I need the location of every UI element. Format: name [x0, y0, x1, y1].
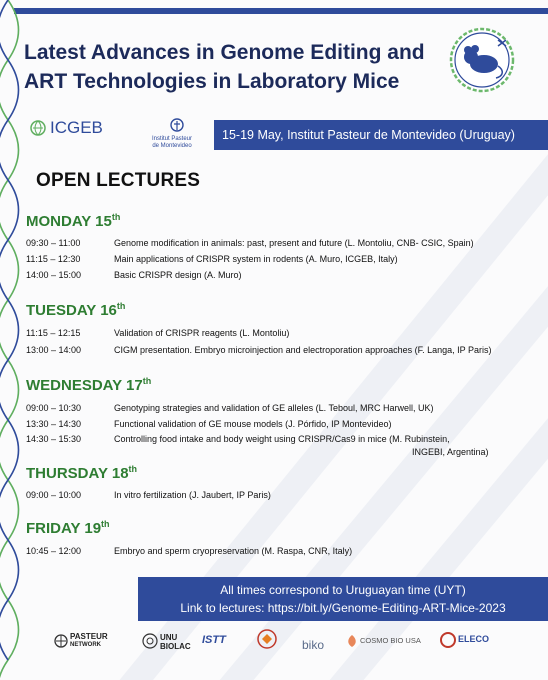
session-row: 10:45 – 12:00 Embryo and sperm cryopreservation (M. Raspa, CNR, Italy) [26, 546, 353, 556]
un-emblem-icon [142, 633, 158, 649]
mouse-dna-logo-icon [446, 24, 518, 96]
day-heading-tuesday: TUESDAY 16th [26, 301, 126, 319]
icgeb-globe-icon [30, 120, 46, 136]
date-location-banner: 15-19 May, Institut Pasteur de Montevideo (Uruguay) [214, 120, 548, 150]
pasteur-line-2: de Montevideo [152, 143, 192, 149]
unu-biolac-logo [160, 633, 191, 651]
title-line-2: ART Technologies in Laboratory Mice [24, 70, 400, 93]
sponsor-network: NETWORK [70, 642, 101, 648]
lectures-link[interactable]: Link to lectures: https://bit.ly/Genome-Editing-ART-Mice-2023 [180, 601, 506, 615]
session-row: 09:00 – 10:00 In vitro fertilization (J. Jaubert, IP Paris) [26, 490, 271, 500]
day-heading-monday: MONDAY 15th [26, 212, 121, 230]
session-row: 09:00 – 10:30 Genotyping strategies and validation of GE alleles (L. Teboul, MRC Harwell, UK) [26, 403, 434, 413]
sponsor-cosmo-bio: COSMO BIO USA [360, 636, 421, 645]
session-row: 09:30 – 11:00 Genome modification in animals: past, present and future (L. Montoliu, CNB- CSIC, Spain) [26, 238, 474, 248]
sponsor-istt: ISTT [202, 634, 226, 646]
session-row: 13:00 – 14:00 CIGM presentation. Embryo microinjection and electroporation approaches (F. Langa, IP Paris) [26, 345, 492, 355]
section-heading: OPEN LECTURES [36, 170, 201, 191]
timezone-note: All times correspond to Uruguayan time (UYT) [220, 583, 466, 597]
pasteur-network-logo [70, 633, 108, 649]
page-title [24, 38, 434, 96]
session-row: 14:00 – 15:00 Basic CRISPR design (A. Muro) [26, 270, 242, 280]
ibero-network-icon [256, 628, 278, 650]
cosmo-bio-icon [346, 634, 358, 648]
sponsor-unu: UNU [160, 633, 178, 642]
day-heading-thursday: THURSDAY 18th [26, 464, 138, 482]
top-accent-bar [14, 8, 548, 14]
icgeb-logo-text: ICGEB [50, 118, 103, 137]
institut-pasteur-icon [170, 118, 184, 134]
sponsor-eleco: ELECO [458, 634, 490, 644]
day-heading-friday: FRIDAY 19th [26, 519, 110, 537]
session-row: 11:15 – 12:15 Validation of CRISPR reagents (L. Montoliu) [26, 328, 290, 338]
pasteur-line-1: Institut Pasteur [151, 136, 193, 142]
session-row: 11:15 – 12:30 Main applications of CRISPR system in rodents (A. Muro, ICGEB, Italy) [26, 254, 398, 264]
session-row: 14:30 – 15:30 Controlling food intake and body weight using CRISPR/Cas9 in mice (M. Rubinstein, [26, 434, 450, 444]
dna-helix-border [0, 0, 26, 680]
session-row-continuation: INGEBI, Argentina) [412, 447, 489, 457]
institut-pasteur-logo-text [132, 136, 212, 150]
day-heading-wednesday: WEDNESDAY 17th [26, 376, 152, 394]
pasteur-network-icon [54, 634, 68, 648]
info-banner [138, 577, 548, 621]
session-row: 13:30 – 14:30 Functional validation of GE mouse models (J. Pórfido, IP Montevideo) [26, 419, 392, 429]
sponsor-biolac: BIOLAC [160, 642, 191, 651]
eleco-icon [440, 632, 456, 648]
title-line-1: Latest Advances in Genome Editing and [24, 41, 425, 64]
sponsor-pasteur: PASTEUR [70, 632, 108, 641]
sponsor-biko: biko [302, 638, 325, 652]
